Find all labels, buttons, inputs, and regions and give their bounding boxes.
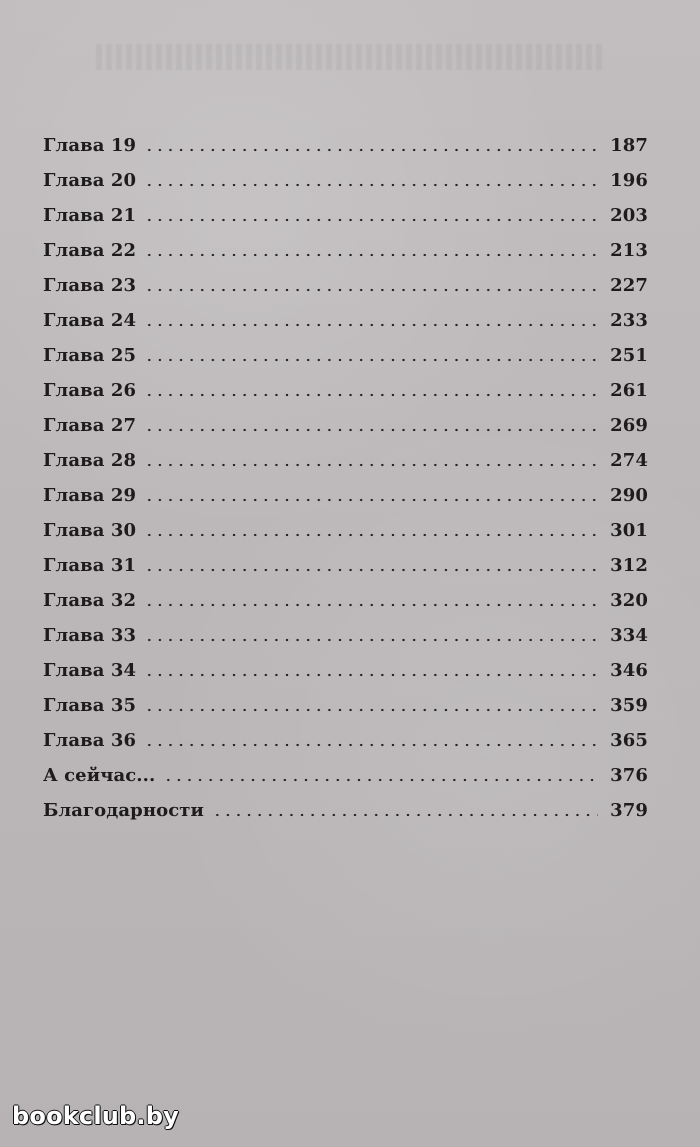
toc-entry-title: Глава 26: [43, 380, 137, 401]
toc-entry-page-number: 379: [610, 800, 648, 821]
toc-entry-page-number: 203: [610, 205, 648, 226]
toc-entry-page-number: 196: [610, 170, 648, 191]
dot-leader: [144, 183, 598, 187]
toc-entry-title: Глава 36: [43, 730, 137, 751]
toc-entry-title: Глава 27: [43, 415, 137, 436]
dot-leader: [144, 358, 598, 362]
toc-entry-page-number: 312: [610, 555, 648, 576]
toc-entry-title: Глава 32: [43, 590, 137, 611]
toc-entry-chapter-21: [43, 191, 648, 226]
toc-entry-chapter-29: [43, 471, 648, 506]
toc-entry-chapter-19: [43, 121, 648, 156]
toc-entry-page-number: 274: [610, 450, 648, 471]
toc-entry-page-number: 187: [610, 135, 648, 156]
dot-leader: [144, 638, 598, 642]
dot-leader: [144, 708, 598, 712]
toc-entry-page-number: 365: [610, 730, 648, 751]
toc-entry-page-number: 213: [610, 240, 648, 261]
toc-entry-title: Глава 23: [43, 275, 137, 296]
toc-entry-page-number: 261: [610, 380, 648, 401]
toc-entry-chapter-24: [43, 296, 648, 331]
toc-entry-title: Глава 33: [43, 625, 137, 646]
toc-entry-title: Глава 29: [43, 485, 137, 506]
toc-entry-acknowledgements: [43, 786, 648, 821]
toc-entry-chapter-32: [43, 576, 648, 611]
dot-leader: [144, 428, 598, 432]
toc-entry-page-number: 227: [610, 275, 648, 296]
dot-leader: [144, 743, 598, 747]
dot-leader: [144, 533, 598, 537]
toc-entry-chapter-31: [43, 541, 648, 576]
dot-leader: [212, 813, 598, 817]
toc-entry-title: Глава 25: [43, 345, 137, 366]
toc-entry-title: Глава 30: [43, 520, 137, 541]
dot-leader: [144, 393, 598, 397]
toc-entry-chapter-36: [43, 716, 648, 751]
toc-entry-title: Глава 21: [43, 205, 137, 226]
dot-leader: [144, 603, 598, 607]
toc-entry-chapter-28: [43, 436, 648, 471]
toc-entry-now: [43, 751, 648, 786]
dot-leader: [144, 288, 598, 292]
toc-entry-page-number: 301: [610, 520, 648, 541]
dot-leader: [144, 218, 598, 222]
toc-entry-page-number: 359: [610, 695, 648, 716]
table-of-contents: [43, 121, 648, 821]
toc-entry-title: Глава 20: [43, 170, 137, 191]
toc-entry-title: Благодарности: [43, 800, 204, 821]
toc-entry-chapter-30: [43, 506, 648, 541]
toc-entry-title: Глава 35: [43, 695, 137, 716]
toc-entry-chapter-25: [43, 331, 648, 366]
toc-entry-title: Глава 28: [43, 450, 137, 471]
toc-entry-page-number: 251: [610, 345, 648, 366]
toc-entry-page-number: 346: [610, 660, 648, 681]
toc-entry-chapter-27: [43, 401, 648, 436]
toc-entry-title: Глава 22: [43, 240, 137, 261]
toc-entry-page-number: 334: [610, 625, 648, 646]
toc-entry-chapter-34: [43, 646, 648, 681]
toc-entry-page-number: 269: [610, 415, 648, 436]
toc-entry-page-number: 320: [610, 590, 648, 611]
toc-entry-title: Глава 31: [43, 555, 137, 576]
site-watermark: bookclub.by: [12, 1102, 179, 1130]
toc-entry-page-number: 233: [610, 310, 648, 331]
toc-entry-title: Глава 19: [43, 135, 137, 156]
dot-leader: [163, 778, 598, 782]
dot-leader: [144, 673, 598, 677]
toc-entry-chapter-26: [43, 366, 648, 401]
toc-entry-page-number: 376: [610, 765, 648, 786]
dot-leader: [144, 148, 598, 152]
dot-leader: [144, 463, 598, 467]
dot-leader: [144, 568, 598, 572]
toc-entry-title: А сейчас...: [43, 765, 156, 786]
toc-entry-chapter-20: [43, 156, 648, 191]
dot-leader: [144, 253, 598, 257]
toc-entry-page-number: 290: [610, 485, 648, 506]
dot-leader: [144, 498, 598, 502]
toc-entry-chapter-23: [43, 261, 648, 296]
toc-entry-chapter-35: [43, 681, 648, 716]
dot-leader: [144, 323, 598, 327]
bleed-through-text: [96, 44, 606, 70]
toc-entry-title: Глава 24: [43, 310, 137, 331]
toc-entry-title: Глава 34: [43, 660, 137, 681]
toc-entry-chapter-22: [43, 226, 648, 261]
toc-entry-chapter-33: [43, 611, 648, 646]
